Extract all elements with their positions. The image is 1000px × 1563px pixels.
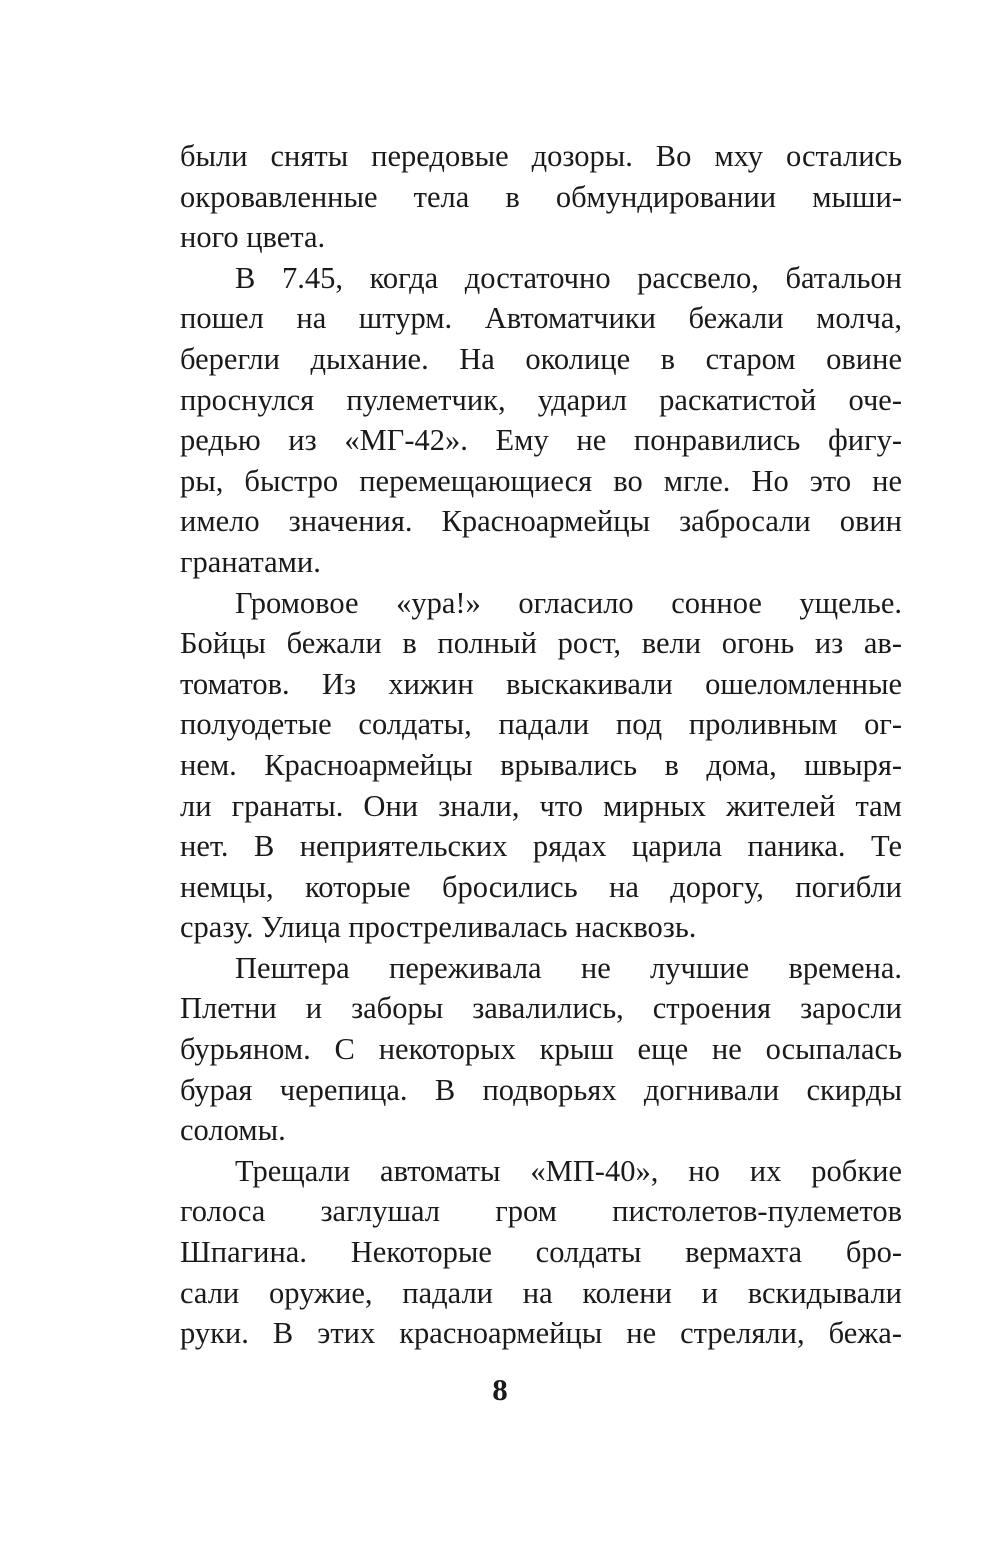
- text-line: нем. Красноармейцы врывались в дома, швыря-: [180, 747, 902, 782]
- text-line: томатов. Из хижин выскакивали ошеломленные: [180, 666, 902, 701]
- text-line: проснулся пулеметчик, ударил раскатистой оче-: [180, 382, 902, 417]
- page-body-text: [180, 136, 902, 1354]
- text-line: Громовое «ура!» огласило сонное ущелье.: [235, 585, 902, 620]
- text-line: руки. В этих красноармейцы не стреляли, бежа-: [180, 1316, 902, 1351]
- text-line: В 7.45, когда достаточно рассвело, батальон: [235, 260, 902, 295]
- text-line: ры, быстро перемещающиеся во мгле. Но это не: [180, 463, 902, 498]
- text-line: Шпагина. Некоторые солдаты вермахта бро-: [180, 1235, 902, 1270]
- text-line: соломы.: [180, 1113, 286, 1148]
- text-line: окровавленные тела в обмундировании мыши-: [180, 179, 902, 214]
- text-line: сразу. Улица простреливалась насквозь.: [180, 910, 697, 945]
- text-line: немцы, которые бросились на дорогу, погибли: [180, 869, 902, 904]
- text-line: были сняты передовые дозоры. Во мху остались: [180, 139, 902, 173]
- page-number: 8: [492, 1372, 508, 1407]
- text-line: голоса заглушал гром пистолетов-пулеметов: [180, 1194, 902, 1229]
- text-line: ли гранаты. Они знали, что мирных жителей там: [180, 788, 902, 823]
- text-line: имело значения. Красноармейцы забросали овин: [180, 504, 902, 539]
- text-line: берегли дыхание. На околице в старом овине: [180, 341, 902, 376]
- text-line: сали оружие, падали на колени и вскидывали: [180, 1275, 902, 1310]
- text-line: бурьяном. С некоторых крыш еще не осыпалась: [180, 1032, 902, 1067]
- text-line: ного цвета.: [180, 220, 326, 255]
- text-line: полуодетые солдаты, падали под проливным ог-: [180, 707, 902, 742]
- text-line: Плетни и заборы завалились, строения заросли: [180, 991, 902, 1026]
- text-line: пошел на штурм. Автоматчики бежали молча,: [180, 301, 902, 336]
- text-line: редью из «МГ-42». Ему не понравились фигу-: [180, 423, 902, 458]
- text-line: Трещали автоматы «МП-40», но их робкие: [235, 1153, 902, 1188]
- text-line: гранатами.: [180, 544, 321, 579]
- text-line: бурая черепица. В подворьях догнивали скирды: [180, 1072, 902, 1107]
- text-line: нет. В неприятельских рядах царила паника. Те: [180, 829, 902, 864]
- text-line: Бойцы бежали в полный рост, вели огонь из ав-: [180, 626, 902, 661]
- text-line: Пештера переживала не лучшие времена.: [235, 950, 902, 985]
